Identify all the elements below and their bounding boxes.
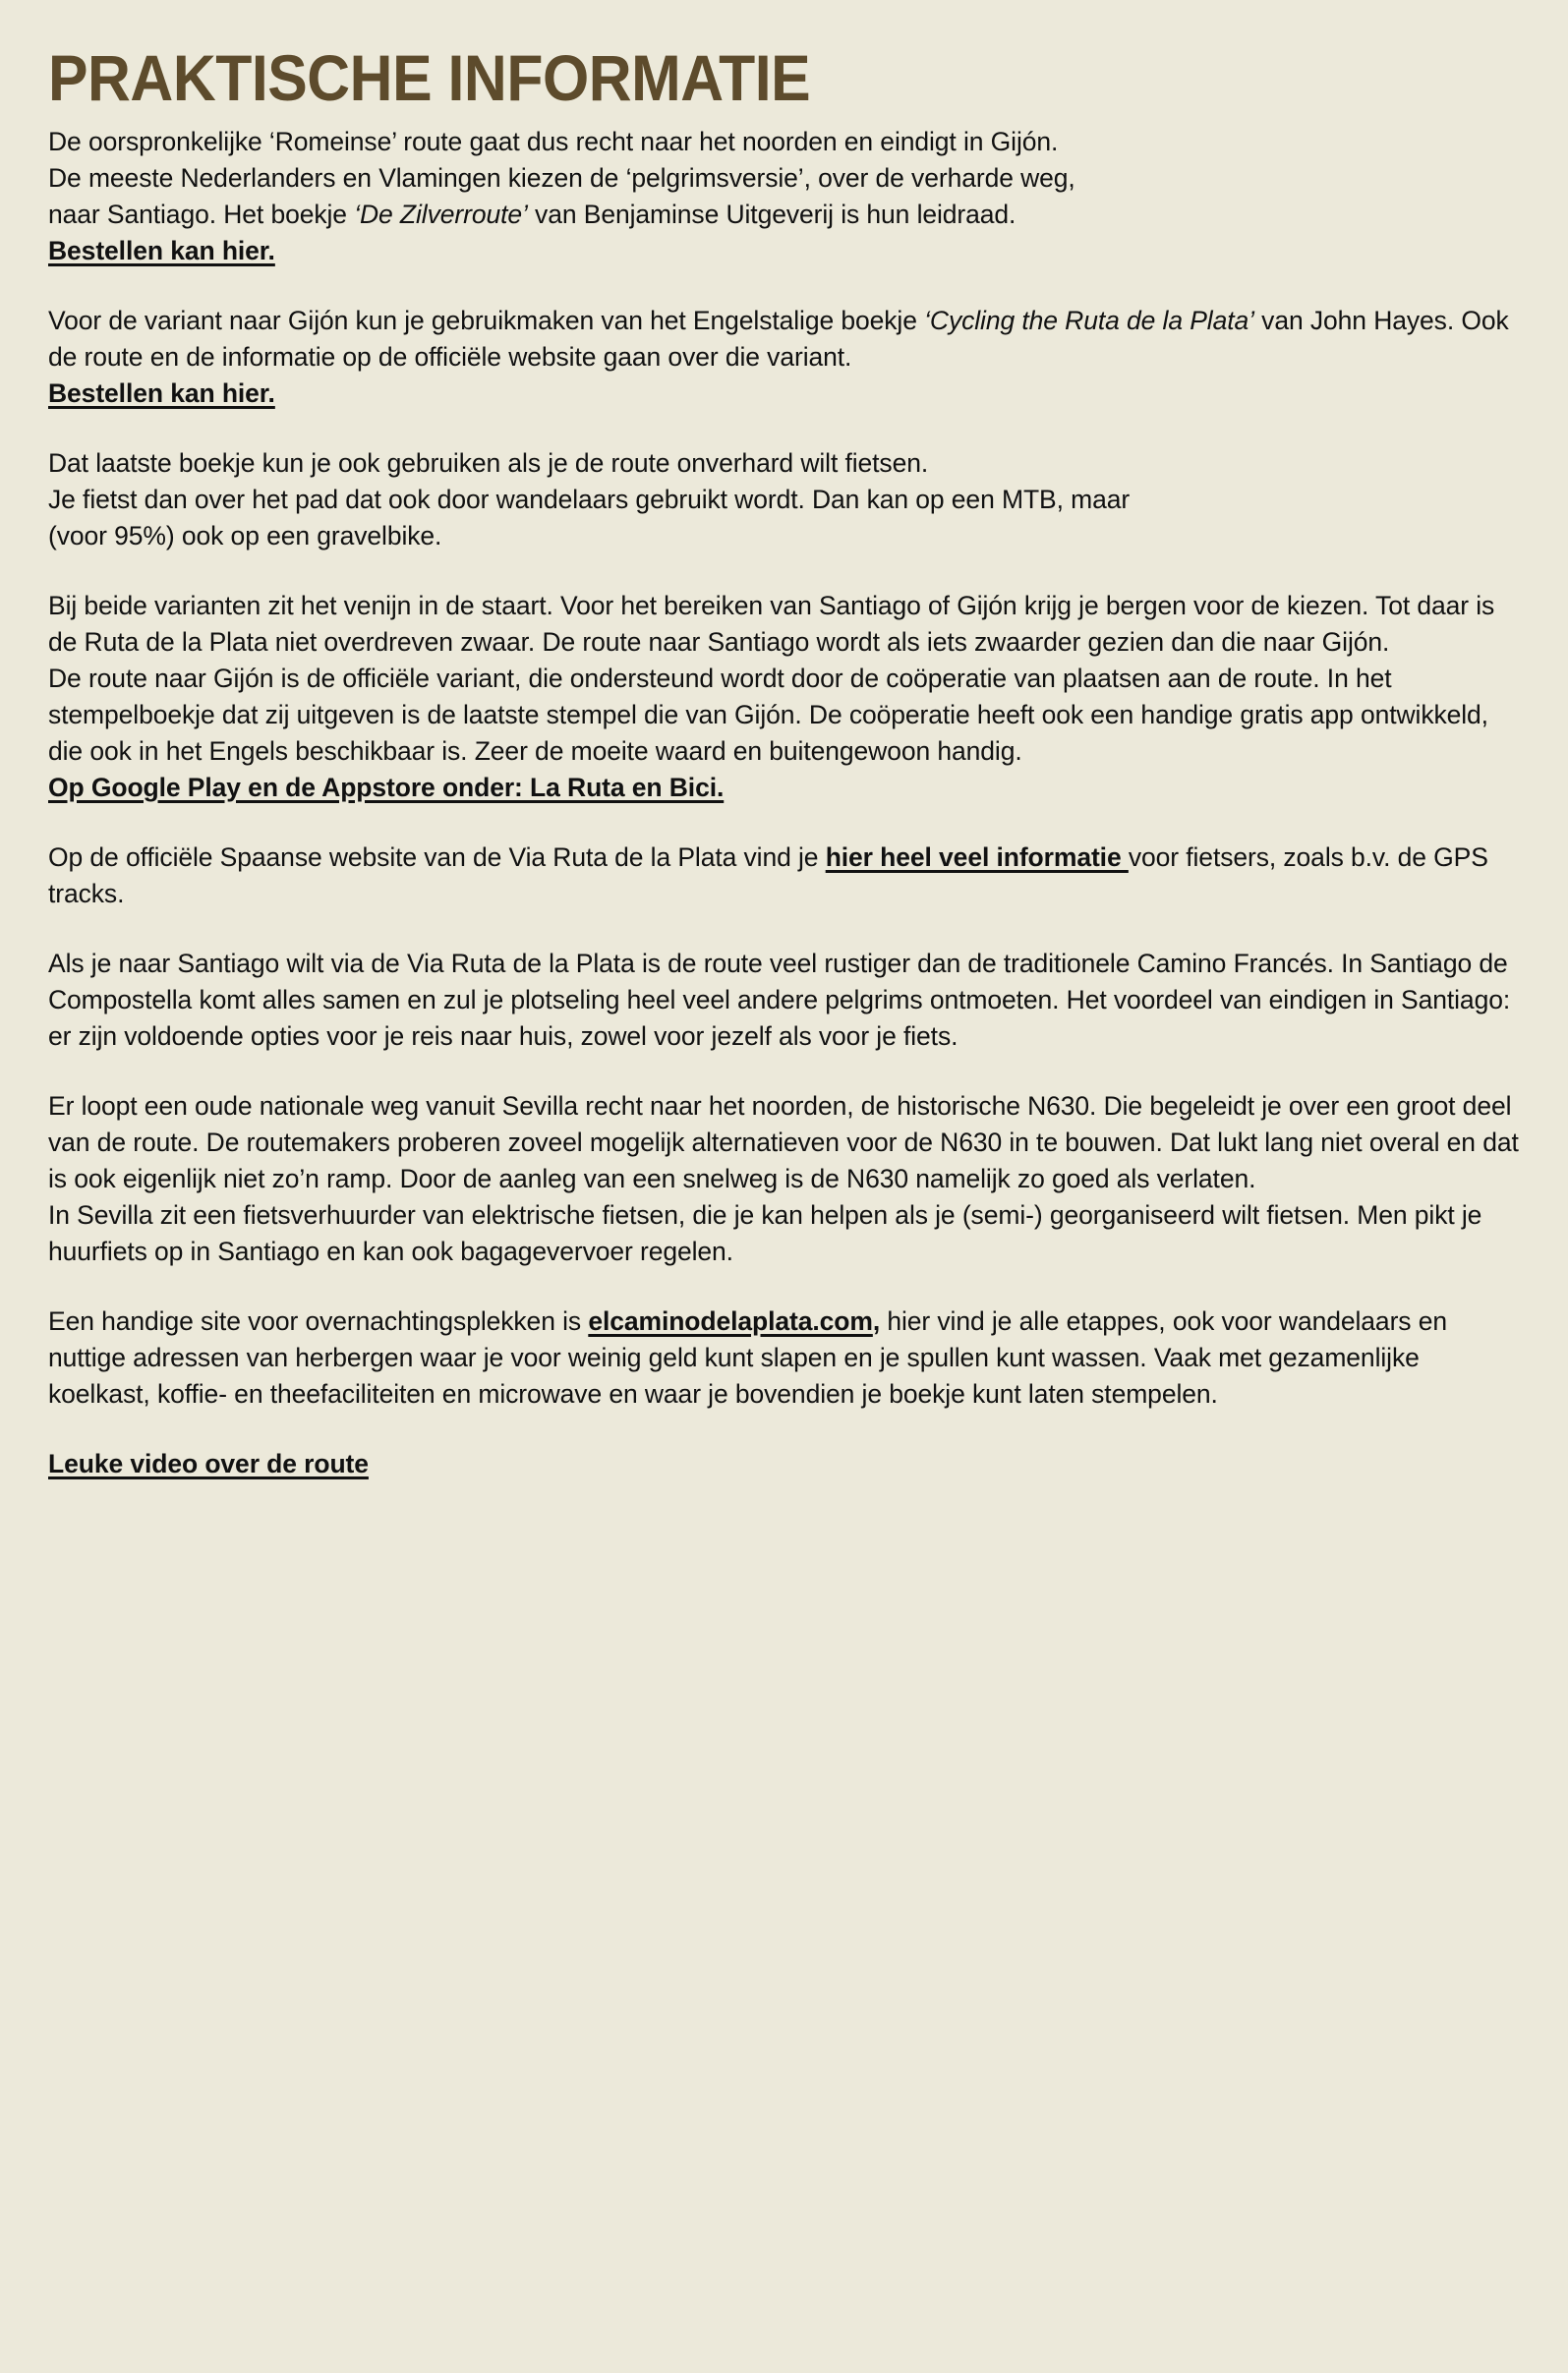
paragraph-intro (48, 124, 1527, 269)
intro-line-2: De meeste Nederlanders en Vlamingen kiezen de ‘pelgrimsversie’, over de verharde weg, (48, 163, 1075, 193)
paragraph-gijon-variant (48, 303, 1527, 412)
n630-text: Er loopt een oude nationale weg vanuit Sevilla recht naar het noorden, de historische N630. Die begeleidt je over een groot deel van de route. De routemakers proberen zoveel mogelijk alternatieven voor de N630 in te bouwen. Dat lukt lang niet overal en dat is ook eigenlijk niet zo’n ramp. Door de aanleg van een snelweg is de N630 namelijk zo goed als verlaten. (48, 1091, 1519, 1193)
paragraph-video (48, 1446, 1527, 1482)
gijon-text-suffix: van John Hayes. Ook de route en de informatie op de officiële website gaan over die variant. (48, 306, 1509, 372)
book-title-zilverroute: ‘De Zilverroute’ (354, 200, 528, 229)
accommodation-prefix: Een handige site voor overnachtingsplekken is (48, 1306, 589, 1336)
document-body (48, 124, 1527, 1482)
official-site-prefix: Op de officiële Spaanse website van de Via Ruta de la Plata vind je (48, 842, 826, 872)
difficulty-text: Bij beide varianten zit het venijn in de staart. Voor het bereiken van Santiago of Gijón krijg je bergen voor de kiezen. Tot daar is de Ruta de la Plata niet overdreven zwaar. De route naar Santiago wordt als iets zwaarder gezien dan die naar Gijón. (48, 591, 1495, 657)
more-info-link[interactable]: hier heel veel informatie (825, 842, 1129, 872)
book-title-cycling-ruta: ‘Cycling the Ruta de la Plata’ (924, 306, 1254, 335)
intro-line-3-suffix: van Benjaminse Uitgeverij is hun leidraad. (527, 200, 1016, 229)
paragraph-offroad (48, 445, 1527, 554)
accommodation-comma: , (872, 1306, 881, 1336)
bike-rental-text: In Sevilla zit een fietsverhuurder van elektrische fietsen, die je kan helpen als je (semi-) georganiseerd wilt fietsen. Men pikt je huurfiets op in Santiago en kan ook bagagevervoer regelen. (48, 1200, 1482, 1266)
paragraph-accommodation (48, 1303, 1527, 1413)
cooperative-app-text: De route naar Gijón is de officiële variant, die ondersteund wordt door de coöperatie van plaatsen aan de route. In het stempelboekje dat zij uitgeven is de laatste stempel die van Gijón. De coöperatie heeft ook een handige gratis app ontwikkeld, die ook in het Engels beschikbaar is. Zeer de moeite waard en buitengewoon handig. (48, 664, 1488, 766)
paragraph-official-website (48, 839, 1527, 912)
paragraph-n630-road (48, 1088, 1527, 1270)
elcaminodelaplata-link[interactable]: elcaminodelaplata.com (588, 1306, 873, 1336)
page-title: PRAKTISCHE INFORMATIE (48, 41, 811, 114)
order-link-cycling-ruta[interactable]: Bestellen kan hier. (48, 378, 275, 408)
paragraph-difficulty-and-app (48, 588, 1527, 806)
offroad-line-2: Je fietst dan over het pad dat ook door wandelaars gebruikt wordt. Dan kan op een MTB, maar (48, 485, 1131, 514)
video-link[interactable]: Leuke video over de route (48, 1449, 369, 1478)
app-store-link[interactable]: Op Google Play en de Appstore onder: La Ruta en Bici. (48, 773, 725, 802)
intro-line-3-prefix: naar Santiago. Het boekje (48, 200, 355, 229)
order-link-zilverroute[interactable]: Bestellen kan hier. (48, 236, 275, 265)
intro-line-1: De oorspronkelijke ‘Romeinse’ route gaat dus recht naar het noorden en eindigt in Gijón. (48, 127, 1059, 156)
offroad-line-3: (voor 95%) ook op een gravelbike. (48, 521, 442, 550)
gijon-text-prefix: Voor de variant naar Gijón kun je gebruikmaken van het Engelstalige boekje (48, 306, 925, 335)
paragraph-santiago-comparison: Als je naar Santiago wilt via de Via Ruta de la Plata is de route veel rustiger dan de traditionele Camino Francés. In Santiago de Compostella komt alles samen en zul je plotseling heel veel andere pelgrims ontmoeten. Het voordeel van eindigen in Santiago: er zijn voldoende opties voor je reis naar huis, zowel voor jezelf als voor je fiets. (48, 949, 1511, 1051)
offroad-line-1: Dat laatste boekje kun je ook gebruiken als je de route onverhard wilt fietsen. (48, 448, 929, 478)
official-site-suffix: voor fietsers, zoals b.v. de GPS tracks. (48, 842, 1488, 908)
accommodation-suffix: hier vind je alle etappes, ook voor wandelaars en nuttige adressen van herbergen waar je voor weinig geld kunt slapen en je spullen kunt wassen. Vaak met gezamenlijke koelkast, koffie- en theefaciliteiten en microwave en waar je bovendien je boekje kunt laten stempelen. (48, 1306, 1447, 1409)
